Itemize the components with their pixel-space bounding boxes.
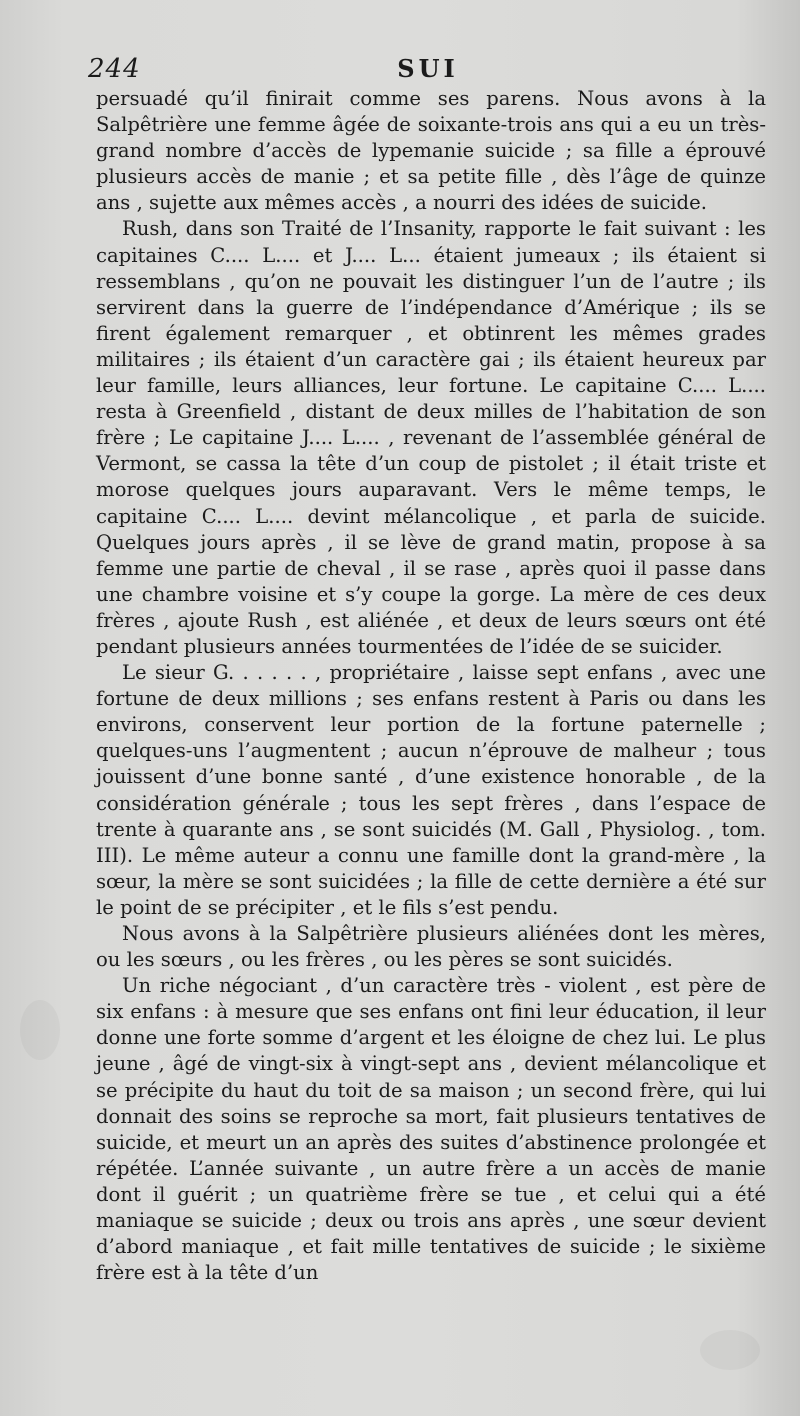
paragraph: Rush, dans son Traité de l’Insanity, rapporte le fait suivant : les capitaines C.... L.... et J.... L... étaient jumeaux ; ils étaient si ressemblans , qu’on ne pouvait les distinguer l’un de l’autre ; ils servirent dans la guerre de l’indépendance d’Amérique ; ils se firent également remarquer , et obtinrent les mêmes grades militaires ; ils étaient d’un caractère gai ; ils étaient heureux par leur famille, leurs alliances, leur fortune. Le capitaine C.... L.... resta à Greenfield , distant de deux milles de l’habitation de son frère ; Le capitaine J.... L.... , revenant de l’assemblée général de Vermont, se cassa la tête d’un coup de pistolet ; il était triste et morose quelques jours auparavant. Vers le même temps, le capitaine C.... L.... devint mélancolique , et parla de suicide. Quelques jours après , il se lève de grand matin, propose à sa femme une partie de cheval , il se rase , après quoi il passe dans une chambre voisine et s’y coupe la gorge. La mère de ces deux frères , ajoute Rush , est aliénée , et deux de leurs sœurs ont été pendant plusieurs années tourmentées de l’idée de se suicider. <box>96 217 766 658</box>
body-text <box>96 86 766 1286</box>
page-number: 244 <box>88 54 141 84</box>
paragraph: Le sieur G. . . . . . , propriétaire , laisse sept enfans , avec une fortune de deux millions ; ses enfans restent à Paris ou dans les environs, conservent leur portion de la fortune paternelle ; quelques-uns l’augmentent ; aucun n’éprouve de malheur ; tous jouissent d’une bonne santé , d’une existence honorable , de la considération générale ; tous les sept frères , dans l’espace de trente à quarante ans , se sont suicidés (M. Gall , Physiolog. , tom. III). Le même auteur a connu une famille dont la grand-mère , la sœur, la mère se sont suicidées ; la fille de cette dernière a été sur le point de se précipiter , et le fils s’est pendu. <box>96 661 766 919</box>
paper-stain <box>700 1330 760 1370</box>
paragraph: persuadé qu’il finirait comme ses parens. Nous avons à la Salpêtrière une femme âgée de soixante-trois ans qui a eu un très-grand nombre d’accès de lypemanie suicide ; sa fille a éprouvé plusieurs accès de manie ; et sa petite fille , dès l’âge de quinze ans , sujette aux mêmes accès , a nourri des idées de suicide. <box>96 87 766 215</box>
running-title: SUI <box>397 54 459 83</box>
paper-stain <box>20 1000 60 1060</box>
paragraph: Un riche négociant , d’un caractère très - violent , est père de six enfans : à mesure que ses enfans ont fini leur éducation, il leur donne une forte somme d’argent et les éloigne de chez lui. Le plus jeune , âgé de vingt-six à vingt-sept ans , devient mélancolique et se précipite du haut du toit de sa maison ; un second frère, qui lui donnait des soins se reproche sa mort, fait plusieurs tentatives de suicide, et meurt un an après des suites d’abstinence prolongée et répétée. L’année suivante , un autre frère a un accès de manie dont il guérit ; un quatrième frère se tue , et celui qui a été maniaque se suicide ; deux ou trois ans après , une sœur devient d’abord maniaque , et fait mille tentatives de suicide ; le sixième frère est à la tête d’un <box>96 974 766 1285</box>
paragraph: Nous avons à la Salpêtrière plusieurs aliénées dont les mères, ou les sœurs , ou les frères , ou les pères se sont suicidés. <box>96 922 766 972</box>
